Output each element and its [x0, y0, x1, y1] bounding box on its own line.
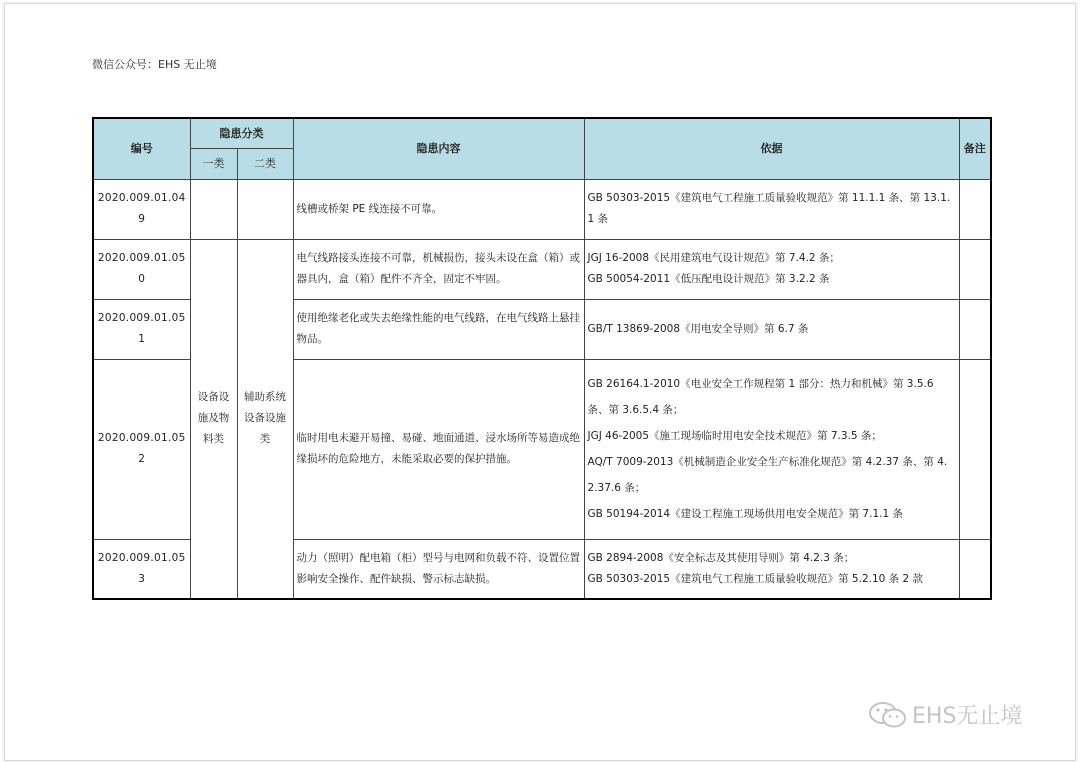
wechat-icon — [868, 701, 908, 729]
basis-line: GB 50303-2015《建筑电气工程施工质量验收规范》第 5.2.10 条 2 款 — [587, 572, 924, 585]
row-content: 电气线路接头连接不可靠，机械损伤，接头未设在盒（箱）或器具内，盒（箱）配件不齐全，固定不牢固。 — [293, 239, 584, 299]
basis-line: JGJ 46-2005《施工现场临时用电安全技术规范》第 7.3.5 条； — [587, 430, 882, 442]
row-remark — [959, 299, 991, 359]
watermark-text: EHS无止境 — [912, 704, 1023, 729]
header-remark: 备注 — [959, 118, 991, 179]
row-id: 2020.009.01.049 — [93, 179, 190, 239]
row-content: 线槽或桥架 PE 线连接不可靠。 — [293, 179, 584, 239]
table-row — [93, 179, 991, 239]
row-id: 2020.009.01.051 — [93, 299, 190, 359]
merged-cat2 — [237, 239, 293, 599]
row-cat1-empty — [190, 179, 237, 239]
basis-line: JGJ 16-2008《民用建筑电气设计规范》第 7.4.2 条； — [587, 252, 840, 264]
row-cat2-empty — [237, 179, 293, 239]
basis-line: GB 50054-2011《低压配电设计规范》第 3.2.2 条 — [587, 273, 830, 285]
row-id: 2020.009.01.050 — [93, 239, 190, 299]
hazard-table — [92, 117, 992, 600]
row-id: 2020.009.01.052 — [93, 359, 190, 539]
watermark — [868, 699, 1022, 730]
header-content: 隐患内容 — [293, 118, 584, 179]
basis-line: AQ/T 7009-2013《机械制造企业安全生产标准化规范》第 4.2.37 条、第 4.2.37.6 条； — [587, 456, 948, 494]
basis-line: GB 50194-2014《建设工程施工现场供用电安全规范》第 7.1.1 条 — [587, 508, 903, 520]
header-category: 隐患分类 — [190, 118, 293, 148]
header-basis: 依据 — [584, 118, 959, 179]
merged-cat2-text: 辅助系统设备设施类 — [244, 391, 286, 446]
row-content: 动力（照明）配电箱（柜）型号与电网和负载不符、设置位置影响安全操作、配件缺损、警示标志缺损。 — [293, 539, 584, 599]
row-basis — [584, 359, 959, 539]
header-cat2: 二类 — [237, 148, 293, 179]
basis-line: GB 26164.1-2010《电业安全工作规程第 1 部分：热力和机械》第 3.5.6 条、第 3.6.5.4 条； — [587, 378, 934, 416]
row-content: 使用绝缘老化或失去绝缘性能的电气线路，在电气线路上悬挂物品。 — [293, 299, 584, 359]
header-id: 编号 — [93, 118, 190, 179]
row-remark — [959, 179, 991, 239]
merged-cat1 — [190, 239, 237, 599]
header-cat1: 一类 — [190, 148, 237, 179]
row-remark — [959, 539, 991, 599]
merged-cat1-text: 设备设施及物料类 — [197, 391, 230, 446]
row-basis — [584, 239, 959, 299]
basis-line: GB/T 13869-2008《用电安全导则》第 6.7 条 — [587, 322, 809, 335]
header-note: 微信公众号：EHS 无止境 — [92, 58, 217, 71]
basis-line: GB 2894-2008《安全标志及其使用导则》第 4.2.3 条； — [587, 551, 855, 564]
row-basis — [584, 179, 959, 239]
row-remark — [959, 239, 991, 299]
row-id: 2020.009.01.053 — [93, 539, 190, 599]
row-basis — [584, 539, 959, 599]
row-content: 临时用电未避开易撞、易碰、地面通道、浸水场所等易造成绝缘损坏的危险地方，未能采取必要的保护措施。 — [293, 359, 584, 539]
row-basis — [584, 299, 959, 359]
row-remark — [959, 359, 991, 539]
basis-line: GB 50303-2015《建筑电气工程施工质量验收规范》第 11.1.1 条、第 13.1.1 条 — [587, 192, 951, 225]
table-row — [93, 239, 991, 299]
